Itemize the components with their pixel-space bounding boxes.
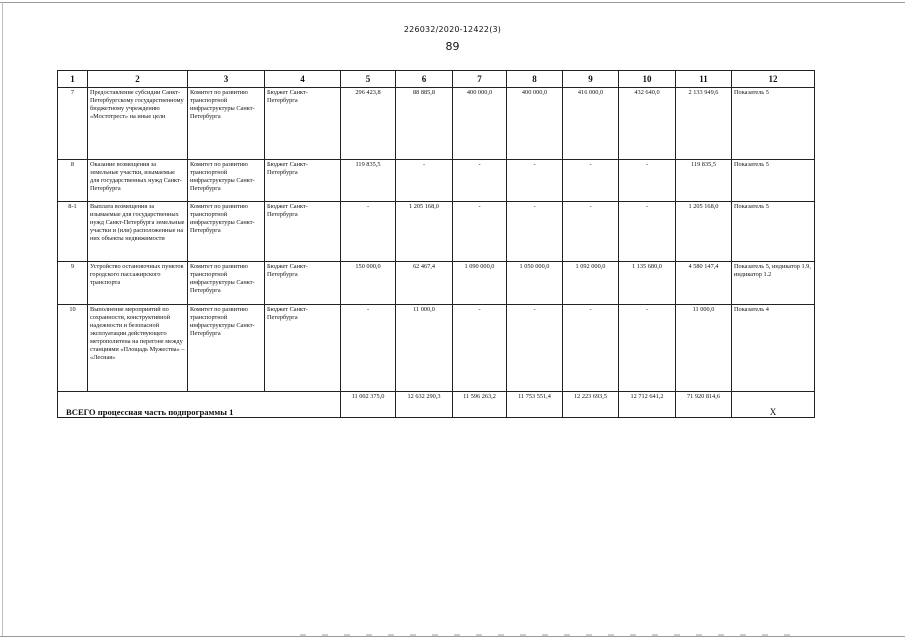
value-cell: - (619, 305, 676, 392)
column-header: 4 (265, 71, 341, 88)
value-cell: 1 205 168,0 (396, 202, 453, 262)
executor: Комитет по развитию транспортной инфраструктуры Санкт-Петербурга (188, 262, 265, 305)
total-indicator-cell: Х (732, 392, 815, 418)
event-name: Предоставление субсидии Санкт-Петербургскому государственному бюджетному учреждению «Мостотрест» на иные цели (88, 88, 188, 160)
table-header-row (58, 71, 815, 88)
value-cell: 88 885,8 (396, 88, 453, 160)
document-number: 226032/2020-12422(3) (403, 25, 502, 34)
value-cell: - (507, 202, 563, 262)
value-cell: - (396, 160, 453, 202)
value-cell: 296 423,8 (341, 88, 396, 160)
total-value-cell: 12 223 693,5 (563, 392, 619, 418)
event-name: Выполнение мероприятий по сохранности, конструктивной надежности и безопасной эксплуатации действующего метрополитена на перегоне между станциями «Площадь Мужества» – «Лесная» (88, 305, 188, 392)
total-row (58, 392, 815, 418)
value-cell: 62 467,4 (396, 262, 453, 305)
value-cell: - (563, 160, 619, 202)
column-header: 1 (58, 71, 88, 88)
value-cell: 432 640,0 (619, 88, 676, 160)
value-cell: 1 050 000,0 (507, 262, 563, 305)
indicator-cell: Показатель 5 (732, 202, 815, 262)
table-row (58, 160, 815, 202)
funding-source: Бюджет Санкт-Петербурга (265, 160, 341, 202)
executor: Комитет по развитию транспортной инфраструктуры Санкт-Петербурга (188, 305, 265, 392)
column-header: 7 (453, 71, 507, 88)
executor: Комитет по развитию транспортной инфраструктуры Санкт-Петербурга (188, 202, 265, 262)
total-cell: 1 205 168,0 (676, 202, 732, 262)
total-value-cell: 11 753 551,4 (507, 392, 563, 418)
row-number: 8 (58, 160, 88, 202)
event-name: Устройство остановочных пунктов городского пассажирского транспорта (88, 262, 188, 305)
column-header: 5 (341, 71, 396, 88)
event-name: Выплата возмещения за изымаемые для государственных нужд Санкт-Петербурга земельные участки и (или) расположенные на них объекты недвижимости (88, 202, 188, 262)
value-cell: 400 000,0 (453, 88, 507, 160)
column-header: 9 (563, 71, 619, 88)
value-cell: 400 000,0 (507, 88, 563, 160)
total-value-cell: 71 920 814,6 (676, 392, 732, 418)
funding-source: Бюджет Санкт-Петербурга (265, 262, 341, 305)
row-number: 7 (58, 88, 88, 160)
total-value-cell: 12 632 290,3 (396, 392, 453, 418)
page-number: 89 (445, 40, 460, 53)
row-number: 10 (58, 305, 88, 392)
value-cell: - (507, 160, 563, 202)
event-name: Оказание возмещения за земельные участки, изымаемые для государственных нужд Санкт-Петербурга (88, 160, 188, 202)
value-cell: - (563, 305, 619, 392)
total-cell: 11 000,0 (676, 305, 732, 392)
value-cell: 1 092 000,0 (563, 262, 619, 305)
value-cell: 11 000,0 (396, 305, 453, 392)
table-row (58, 88, 815, 160)
value-cell: 416 000,0 (563, 88, 619, 160)
total-cell: 4 580 147,4 (676, 262, 732, 305)
value-cell: - (453, 160, 507, 202)
value-cell: - (341, 202, 396, 262)
scan-artifact (300, 634, 800, 636)
indicator-cell: Показатель 5 (732, 88, 815, 160)
indicator-cell: Показатель 4 (732, 305, 815, 392)
value-cell: - (619, 160, 676, 202)
row-number: 9 (58, 262, 88, 305)
table-row (58, 305, 815, 392)
total-value-cell: 11 002 375,0 (341, 392, 396, 418)
scan-border-top (0, 2, 905, 3)
value-cell: - (619, 202, 676, 262)
funding-source: Бюджет Санкт-Петербурга (265, 88, 341, 160)
indicator-cell: Показатель 5, индикатор 1.9, индикатор 1.2 (732, 262, 815, 305)
total-label: ВСЕГО процессная часть подпрограммы 1 (58, 392, 341, 418)
value-cell: 119 835,5 (341, 160, 396, 202)
column-header: 11 (676, 71, 732, 88)
row-number: 8-1 (58, 202, 88, 262)
total-cell: 119 835,5 (676, 160, 732, 202)
executor: Комитет по развитию транспортной инфраструктуры Санкт-Петербурга (188, 160, 265, 202)
value-cell: 150 000,0 (341, 262, 396, 305)
subprogram-table (57, 70, 815, 418)
total-cell: 2 133 949,6 (676, 88, 732, 160)
table-row (58, 202, 815, 262)
executor: Комитет по развитию транспортной инфраструктуры Санкт-Петербурга (188, 88, 265, 160)
value-cell: - (453, 305, 507, 392)
funding-source: Бюджет Санкт-Петербурга (265, 202, 341, 262)
column-header: 3 (188, 71, 265, 88)
total-value-cell: 11 596 263,2 (453, 392, 507, 418)
value-cell: - (453, 202, 507, 262)
funding-source: Бюджет Санкт-Петербурга (265, 305, 341, 392)
value-cell: 1 135 680,0 (619, 262, 676, 305)
value-cell: - (341, 305, 396, 392)
value-cell: - (507, 305, 563, 392)
scan-border-left (2, 2, 3, 637)
column-header: 2 (88, 71, 188, 88)
indicator-cell: Показатель 5 (732, 160, 815, 202)
column-header: 8 (507, 71, 563, 88)
value-cell: 1 090 000,0 (453, 262, 507, 305)
scan-border-bottom (0, 636, 905, 637)
column-header: 10 (619, 71, 676, 88)
table-row (58, 262, 815, 305)
total-value-cell: 12 712 641,2 (619, 392, 676, 418)
column-header: 6 (396, 71, 453, 88)
value-cell: - (563, 202, 619, 262)
column-header: 12 (732, 71, 815, 88)
